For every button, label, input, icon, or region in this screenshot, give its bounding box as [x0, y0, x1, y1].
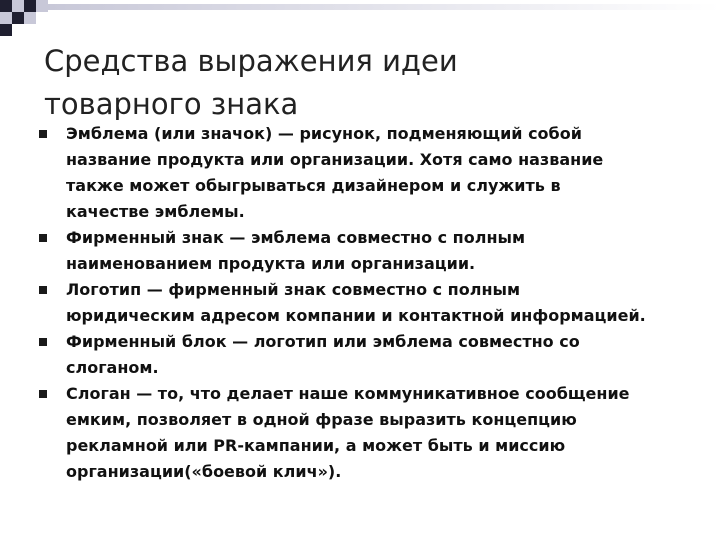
- bullet-text-line: Фирменный блок — логотип или эмблема совместно со: [66, 332, 580, 351]
- bullet-item: [0, 381, 706, 485]
- bullet-text-line: Логотип — фирменный знак совместно с полным: [66, 280, 521, 299]
- slide-title-line: Средства выражения идеи: [44, 44, 458, 78]
- square-bullet-icon: [39, 338, 47, 346]
- bullet-item: [0, 225, 706, 277]
- bullet-text-line: наименованием продукта или организации.: [66, 254, 476, 273]
- slide-title-line: товарного знака: [44, 87, 299, 121]
- bullet-list: [0, 121, 720, 485]
- bullet-text-line: емким, позволяет в одной фразе выразить концепцию: [66, 410, 577, 429]
- deco-square-dark: [24, 0, 36, 12]
- deco-square-dark: [0, 0, 12, 12]
- deco-square-light: [36, 0, 48, 12]
- square-bullet-icon: [39, 286, 47, 294]
- bullet-text-line: слоганом.: [66, 358, 159, 377]
- deco-square-dark: [12, 12, 24, 24]
- bullet-text-line: Фирменный знак — эмблема совместно с полным: [66, 228, 526, 247]
- bullet-text-line: также может обыгрываться дизайнером и служить в: [66, 176, 561, 195]
- bullet-item: [0, 329, 706, 381]
- bullet-text-line: Эмблема (или значок) — рисунок, подменяющий собой: [66, 124, 582, 143]
- deco-square-light: [24, 12, 36, 24]
- bullet-text-line: Слоган — то, что делает наше коммуникативное сообщение: [66, 384, 630, 403]
- square-bullet-icon: [39, 390, 47, 398]
- deco-square-light: [12, 0, 24, 12]
- bullet-text-line: качестве эмблемы.: [66, 202, 245, 221]
- bullet-text-line: рекламной или PR-кампании, а может быть и миссию: [66, 436, 566, 455]
- bullet-item: [0, 121, 706, 225]
- bullet-text-line: название продукта или организации. Хотя само название: [66, 150, 604, 169]
- bullet-item: [0, 277, 706, 329]
- bullet-text-line: организации(«боевой клич»).: [66, 462, 342, 481]
- deco-square-dark: [0, 24, 12, 36]
- square-bullet-icon: [39, 130, 47, 138]
- bullet-text-line: юридическим адресом компании и контактной информацией.: [66, 306, 646, 325]
- square-bullet-icon: [39, 234, 47, 242]
- slide-title: [44, 40, 684, 126]
- deco-fade-bar: [48, 4, 720, 10]
- deco-square-light: [0, 12, 12, 24]
